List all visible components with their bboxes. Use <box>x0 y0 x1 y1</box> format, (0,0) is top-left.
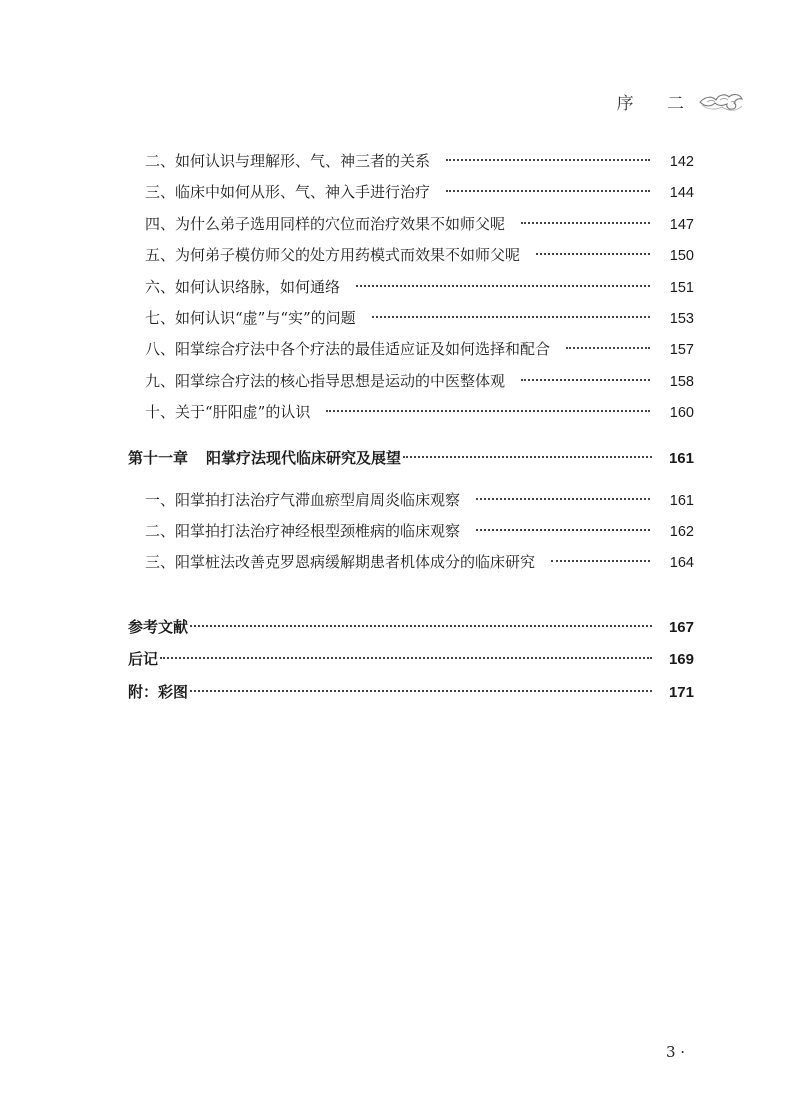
toc-entry[interactable] <box>128 611 694 644</box>
chapter-entry[interactable] <box>128 441 694 475</box>
toc-entry-page-number: 161 <box>669 492 694 509</box>
toc-entry-label: 二、如何认识与理解形、气、神三者的关系 <box>145 152 431 170</box>
toc-entry[interactable] <box>128 146 694 177</box>
toc-entry[interactable] <box>128 272 694 303</box>
toc-entry-page-number: 142 <box>669 154 694 170</box>
toc-entry-page-number: 160 <box>669 405 694 422</box>
toc-entry-page-number: 147 <box>669 216 694 233</box>
toc-entry-label: 三、临床中如何从形、气、神入手进行治疗 <box>145 183 431 202</box>
dot-leader <box>566 347 650 349</box>
toc-entry[interactable] <box>128 177 694 208</box>
section-item-list <box>128 146 694 429</box>
dot-leader <box>551 560 650 562</box>
toc-entry-label: 二、阳掌拍打法治疗神经根型颈椎病的临床观察 <box>145 521 461 540</box>
toc-entry-page-number: 164 <box>669 555 694 572</box>
running-header-title: 序 二 <box>616 93 698 114</box>
toc-entry-page-number: 169 <box>668 651 694 669</box>
page-number-footer: 3 · <box>666 1043 686 1061</box>
dot-leader <box>521 379 650 381</box>
toc-entry-page-number: 151 <box>669 279 694 296</box>
dot-leader <box>326 410 650 412</box>
running-header <box>617 86 744 116</box>
back-matter-list <box>128 611 694 709</box>
chapter-item-list <box>128 485 694 579</box>
chapter-title: 阳掌疗法现代临床研究及展望 <box>206 448 402 467</box>
toc-entry-page-number: 171 <box>668 683 694 701</box>
chapter-page-number: 161 <box>668 449 694 467</box>
dot-leader <box>521 222 650 224</box>
toc-entry-label: 十、关于“肝阳虚”的认识 <box>145 403 311 422</box>
toc-entry-page-number: 162 <box>669 523 694 540</box>
toc-entry-page-number: 167 <box>668 618 694 636</box>
toc-entry[interactable] <box>128 397 694 428</box>
toc-entry-label: 八、阳掌综合疗法中各个疗法的最佳适应证及如何选择和配合 <box>145 340 551 359</box>
toc-entry[interactable] <box>128 366 694 397</box>
toc-entry-label: 六、如何认识络脉，如何通络 <box>145 277 341 296</box>
toc-entry-page-number: 150 <box>669 248 694 265</box>
dot-leader <box>446 159 650 161</box>
toc-entry-label: 七、如何认识“虚”与“实”的问题 <box>145 308 356 327</box>
dot-leader <box>190 690 652 692</box>
toc-entry[interactable] <box>128 676 694 709</box>
toc-entry[interactable] <box>128 516 694 547</box>
toc-entry-label: 九、阳掌综合疗法的核心指导思想是运动的中医整体观 <box>145 371 506 390</box>
toc-entry-label: 三、阳掌桩法改善克罗恩病缓解期患者机体成分的临床研究 <box>145 553 536 572</box>
toc-entry-label: 参考文献 <box>128 617 189 636</box>
toc-entry[interactable] <box>128 209 694 240</box>
toc-entry-label: 附：彩图 <box>128 682 189 701</box>
toc-entry[interactable] <box>128 547 694 578</box>
dot-leader <box>446 190 650 192</box>
toc-entry-page-number: 157 <box>669 342 694 359</box>
toc-entry-page-number: 153 <box>669 310 694 327</box>
toc-entry-page-number: 158 <box>669 373 694 390</box>
chapter-number: 第十一章 <box>128 448 189 467</box>
toc-entry-label: 四、为什么弟子选用同样的穴位而治疗效果不如师父呢 <box>145 214 506 233</box>
toc-entry[interactable] <box>128 643 694 676</box>
toc-entry[interactable] <box>128 303 694 334</box>
cloud-ornament-icon <box>698 88 744 114</box>
toc-entry-label: 后记 <box>128 650 159 669</box>
toc-entry[interactable] <box>128 485 694 516</box>
dot-leader <box>476 498 650 500</box>
toc-entry-label: 一、阳掌拍打法治疗气滞血瘀型肩周炎临床观察 <box>145 490 461 509</box>
dot-leader <box>190 625 652 627</box>
table-of-contents <box>128 146 694 708</box>
chapter-label <box>128 441 401 475</box>
toc-entry[interactable] <box>128 240 694 271</box>
dot-leader <box>403 456 652 458</box>
toc-entry-page-number: 144 <box>669 185 694 202</box>
toc-entry[interactable] <box>128 334 694 365</box>
dot-leader <box>160 657 652 659</box>
dot-leader <box>356 285 650 287</box>
dot-leader <box>536 253 650 255</box>
dot-leader <box>372 316 650 318</box>
toc-entry-label: 五、为何弟子模仿师父的处方用药模式而效果不如师父呢 <box>145 246 521 265</box>
dot-leader <box>476 529 650 531</box>
